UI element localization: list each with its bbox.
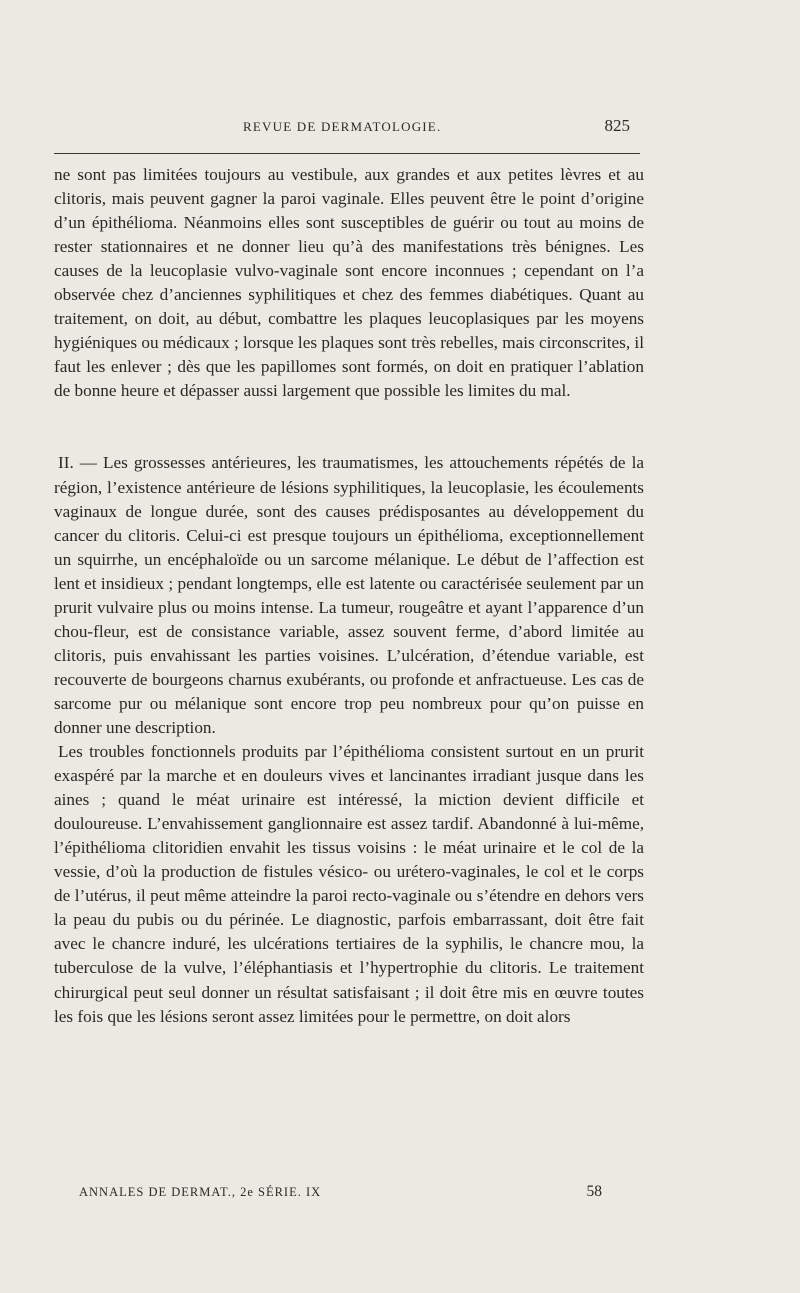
paragraph-functional-troubles: Les troubles fonctionnels produits par l’épithélioma consistent surtout en un prurit exaspéré par la marche et en douleurs vives et lancinantes irradiant jusque dans les aines ; quand le méat urinaire est intéressé, la miction devient difficile et douloureuse. L’envahissement ganglionnaire est assez tardif. Abandonné à lui-même, l’épithélioma clitoridien envahit les tissus voisins : le méat urinaire et le col de la vessie, d’où la production de fistules vésico- ou urétero-vaginales, le col et le corps de l’utérus, il peut même atteindre la paroi recto-vaginale ou s’étendre en dehors vers la peau du pubis ou du périnée. Le diagnostic, parfois embarrassant, doit être fait avec le chancre induré, les ulcérations tertiaires de la syphilis, le chancre mou, la tuberculose de la vulve, l’éléphantiasis et l’hypertrophie du clitoris. Le traitement chirurgical peut seul donner un résultat satisfaisant ; il doit être mis en œuvre toutes les fois que les lésions seront assez limitées pour le permettre, on doit alors <box>54 742 644 1026</box>
running-title: REVUE DE DERMATOLOGIE. <box>243 119 442 134</box>
footer-sheet-number: 58 <box>586 1183 602 1200</box>
page-number: 825 <box>604 116 630 135</box>
footer-signature: ANNALES DE DERMAT., 2e SÉRIE. IX <box>79 1185 322 1199</box>
body-text <box>54 163 644 1029</box>
running-header <box>54 116 640 138</box>
paragraph-section-ii: II. — Les grossesses antérieures, les traumatismes, les attouchements répétés de la région, l’existence antérieure de lésions syphilitiques, la leucoplasie, les écoulements vaginaux de longue durée, sont des causes prédisposantes au développement du cancer du clitoris. Celui-ci est presque toujours un épithélioma, exceptionnellement un squirrhe, un encéphaloïde ou un sarcome mélanique. Le début de l’affection est lent et insidieux ; pendant longtemps, elle est latente ou caractérisée seulement par un prurit vulvaire plus ou moins intense. La tumeur, rougeâtre et ayant l’apparence d’un chou-fleur, est de consistance variable, assez souvent ferme, d’abord limitée au clitoris, puis envahissant les parties voisines. L’ulcération, d’étendue variable, est recouverte de bourgeons charnus exubérants, ou profonde et anfractueuse. Les cas de sarcome pur ou mélanique sont encore trop peu nombreux pour qu’on puisse en donner une description. <box>54 453 644 737</box>
paragraph-leucoplasia-conclusion: ne sont pas limitées toujours au vestibule, aux grandes et aux petites lèvres et au clitoris, mais peuvent gagner la paroi vaginale. Elles peuvent être le point d’origine d’un épithélioma. Néanmoins elles sont susceptibles de guérir ou tout au moins de rester stationnaires et ne donner lieu qu’à des manifestations très bénignes. Les causes de la leucoplasie vulvo-vaginale sont encore inconnues ; cependant on l’a observée chez d’anciennes syphilitiques et chez des femmes diabétiques. Quant au traitement, on doit, au début, combattre les plaques leucoplasiques par les moyens hygiéniques ou médicaux ; lorsque les plaques sont très rebelles, mais circonscrites, il faut les enlever ; dès que les papillomes sont formés, on doit en pratiquer l’ablation de bonne heure et dépasser aussi largement que possible les limites du mal. <box>54 165 644 401</box>
header-rule <box>54 153 640 154</box>
page-footer <box>54 1183 640 1205</box>
